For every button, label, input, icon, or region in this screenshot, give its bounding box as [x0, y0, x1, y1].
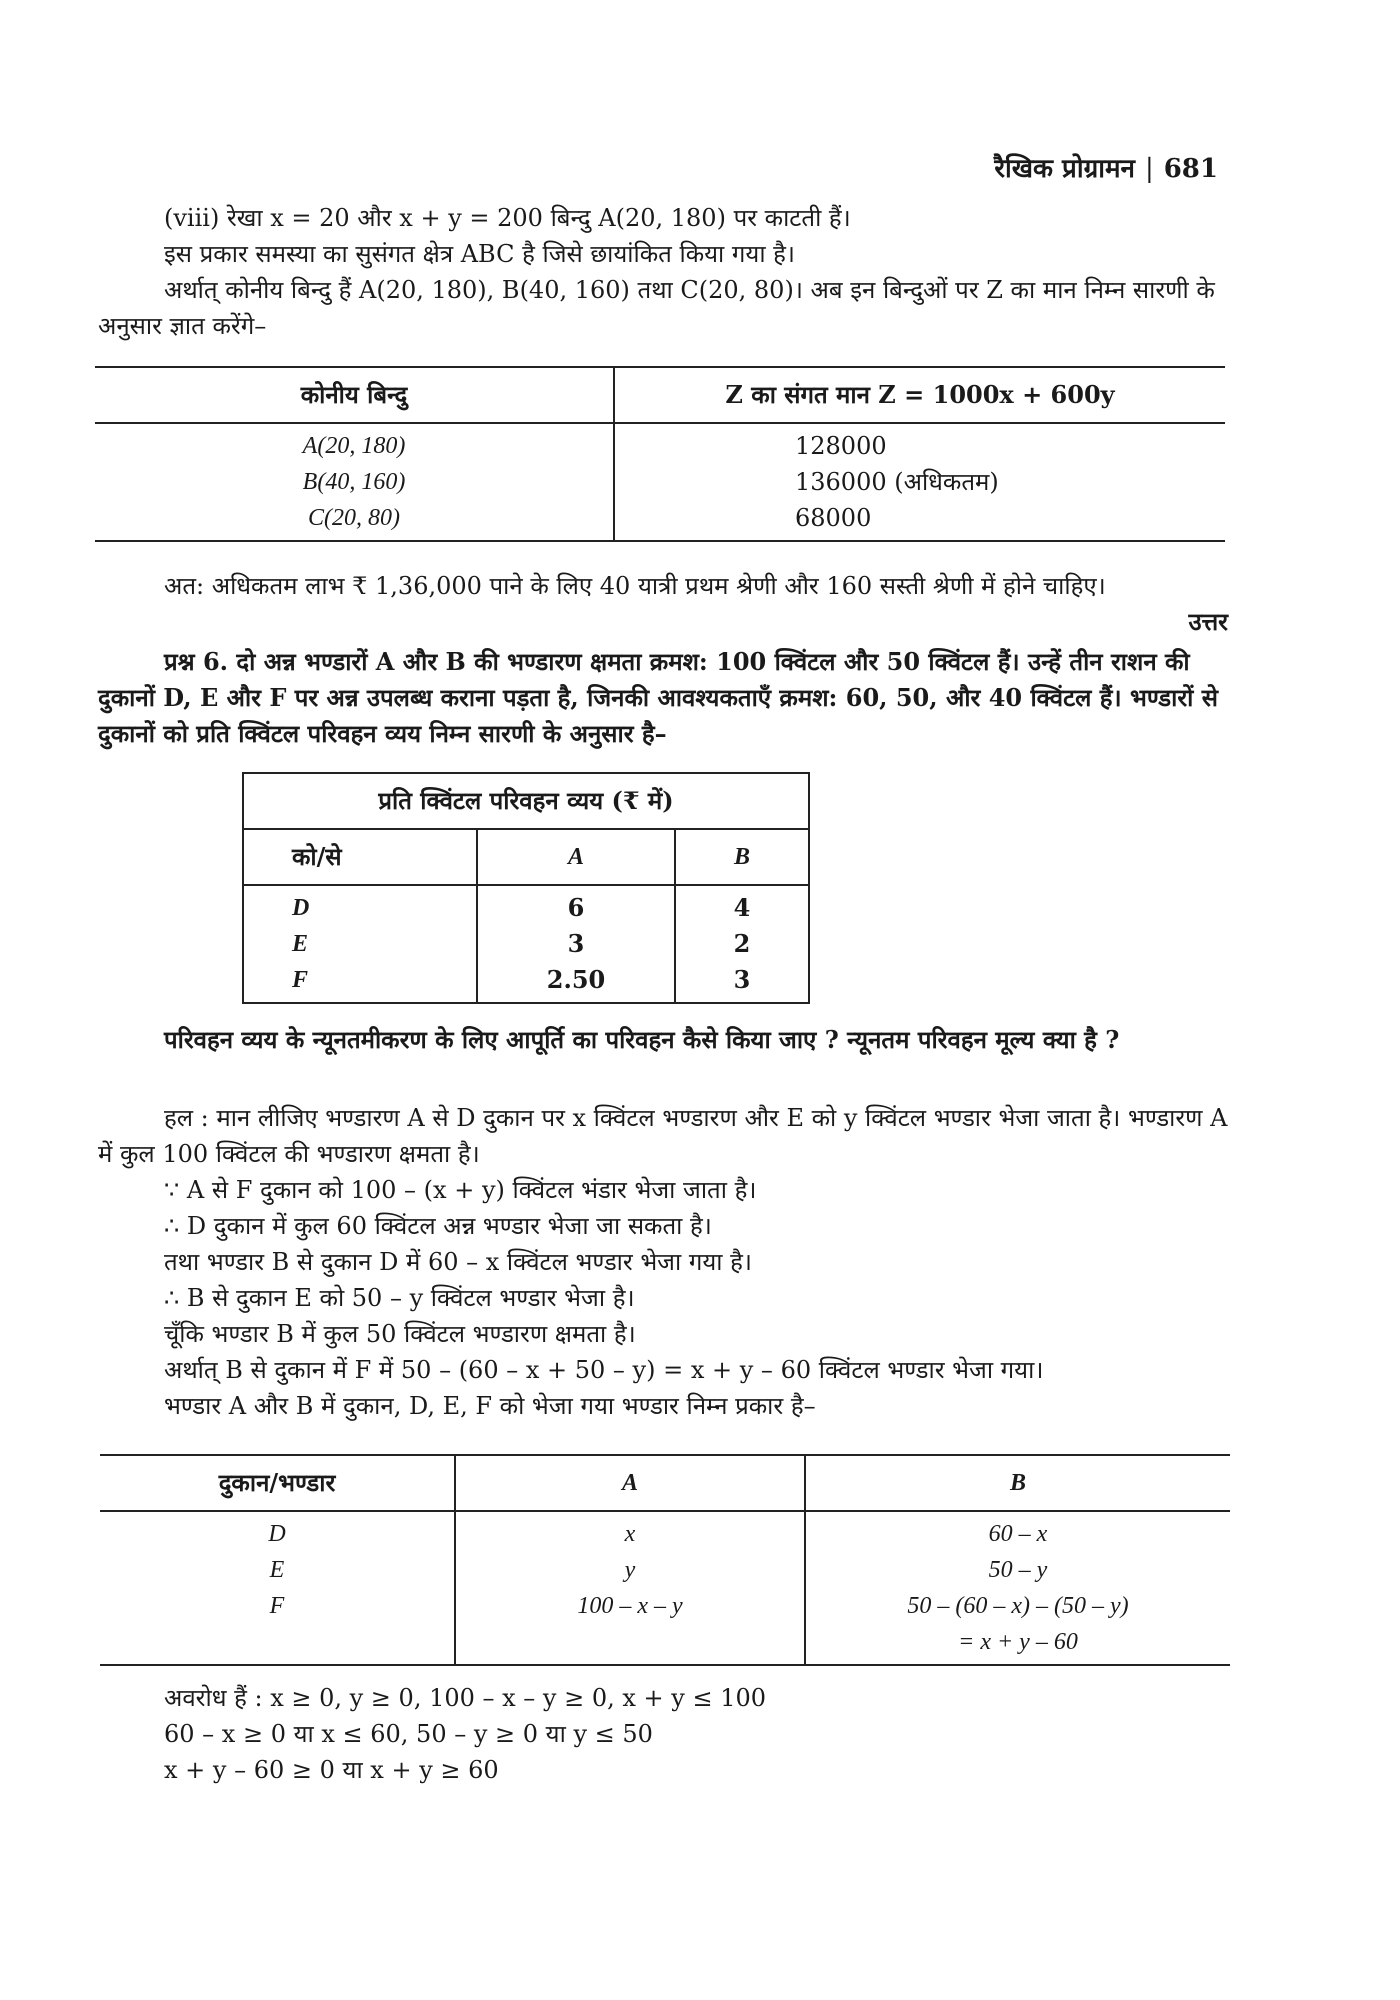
- shop-label: E: [269, 1557, 285, 1583]
- table-row: [95, 423, 1225, 541]
- cost-header-a: A: [477, 829, 675, 885]
- shop-label: F: [269, 1593, 285, 1619]
- question-6-text: प्रश्न 6. दो अन्न भण्डारों A और B की भण्डारण क्षमता क्रमश: 100 क्विंटल और 50 क्विंटल हैं। उन्हें तीन राशन की दुकानों D, E और F पर अन्न उपलब्ध कराना पड़ता है, जिनकी आवश्यकताएँ क्रमश: 60, 50, और 40 क्विंटल हैं। भण्डारों से दुकानों को प्रति क्विंटल परिवहन व्यय निम्न सारणी के अनुसार है–: [98, 647, 1218, 748]
- corner-header-value: Z का संगत मान Z = 1000x + 600y: [725, 380, 1115, 409]
- solution-line: अर्थात् B से दुकान में F में 50 – (60 – x + 50 – y) = x + y – 60 क्विंटल भण्डार भेजा गया।: [164, 1356, 1044, 1384]
- corner-point: A(20, 180): [302, 433, 406, 459]
- corner-value: 128000: [795, 432, 887, 460]
- shipment-table: [100, 1454, 1230, 1666]
- solution-line: चूँकि भण्डार B में कुल 50 क्विंटल भण्डारण क्षमता है।: [164, 1320, 636, 1348]
- cost-a: 6: [567, 893, 585, 922]
- solution-line: ∵ A से F दुकान को 100 – (x + y) क्विंटल भंडार भेजा जाता है।: [164, 1176, 757, 1204]
- cost-header-b: B: [675, 829, 809, 885]
- ship-b-value: 60 – x: [988, 1521, 1048, 1547]
- cost-b: 3: [733, 965, 751, 994]
- solution-line: तथा भण्डार B से दुकान D में 60 – x क्विंटल भण्डार भेजा गया है।: [164, 1248, 752, 1276]
- solution-section: [98, 1100, 1228, 1424]
- corner-value: 136000 (अधिकतम): [795, 468, 999, 496]
- intro-region: इस प्रकार समस्या का सुसंगत क्षेत्र ABC है जिसे छायांकित किया गया है।: [164, 240, 796, 268]
- corner-point-table: [95, 366, 1225, 542]
- page-number: 681: [1163, 154, 1218, 184]
- intro-section: [98, 200, 1228, 344]
- conclusion-text: अत: अधिकतम लाभ ₹ 1,36,000 पाने के लिए 40 यात्री प्रथम श्रेणी और 160 सस्ती श्रेणी में होने चाहिए।: [164, 572, 1106, 600]
- ship-a-value: 100 – x – y: [577, 1593, 683, 1619]
- chapter-title: रैखिक प्रोग्रामन: [994, 154, 1135, 184]
- ship-a-value: y: [624, 1557, 636, 1583]
- constraint-line: 60 – x ≥ 0 या x ≤ 60, 50 – y ≥ 0 या y ≤ 50: [164, 1720, 653, 1748]
- answer-label: उत्तर: [1188, 607, 1228, 636]
- corner-point: B(40, 160): [302, 469, 406, 495]
- ship-b-value: 50 – (60 – x) – (50 – y): [907, 1593, 1129, 1619]
- ship-a-value: x: [624, 1521, 636, 1547]
- transport-cost-table: [242, 772, 810, 1004]
- shop-label: D: [292, 895, 310, 921]
- table-header-row: [100, 1455, 1230, 1511]
- question-6-cont-text: परिवहन व्यय के न्यूनतमीकरण के लिए आपूर्ति का परिवहन कैसे किया जाए ? न्यूनतम परिवहन मूल्य क्या है ?: [164, 1025, 1120, 1054]
- table-header-row: [95, 367, 1225, 423]
- solution-intro: हल : मान लीजिए भण्डारण A से D दुकान पर x क्विंटल भण्डारण और E को y क्विंटल भण्डार भेजा जाता है। भण्डारण A में कुल 100 क्विंटल की भण्डारण क्षमता है।: [98, 1104, 1228, 1168]
- table-row: [100, 1511, 1230, 1665]
- cost-a: 3: [567, 929, 585, 958]
- ship-header-a: A: [455, 1455, 805, 1511]
- cost-a: 2.50: [546, 965, 606, 994]
- ship-header-b: B: [1009, 1470, 1026, 1496]
- corner-point: C(20, 80): [308, 505, 400, 531]
- solution-line: भण्डार A और B में दुकान, D, E, F को भेजा गया भण्डार निम्न प्रकार है–: [164, 1392, 816, 1420]
- conclusion-section: [98, 568, 1228, 640]
- table-row: [243, 885, 809, 1003]
- question-6-continued: [98, 1022, 1228, 1058]
- ship-b-value: = x + y – 60: [958, 1629, 1078, 1655]
- solution-line: ∴ D दुकान में कुल 60 क्विंटल अन्न भण्डार भेजा जा सकता है।: [164, 1212, 712, 1240]
- intro-corners: अर्थात् कोनीय बिन्दु हैं A(20, 180), B(40, 160) तथा C(20, 80)। अब इन बिन्दुओं पर Z का मान निम्न सारणी के अनुसार ज्ञात करेंगे–: [98, 276, 1215, 340]
- ship-header-shop: दुकान/भण्डार: [100, 1455, 455, 1511]
- constraint-line: अवरोध हैं : x ≥ 0, y ≥ 0, 100 – x – y ≥ 0, x + y ≤ 100: [164, 1684, 767, 1712]
- shop-label: F: [292, 967, 309, 993]
- cost-table-caption: प्रति क्विंटल परिवहन व्यय (₹ में): [243, 773, 809, 829]
- shop-label: D: [268, 1521, 286, 1547]
- corner-header-point: कोनीय बिन्दु: [95, 367, 614, 423]
- cost-b: 4: [733, 893, 751, 922]
- cost-b: 2: [733, 929, 751, 958]
- solution-line: ∴ B से दुकान E को 50 – y क्विंटल भण्डार भेजा है।: [164, 1284, 635, 1312]
- question-6: [98, 644, 1228, 752]
- corner-value: 68000: [795, 504, 872, 532]
- shop-label: E: [292, 931, 309, 957]
- constraint-line: x + y – 60 ≥ 0 या x + y ≥ 60: [164, 1756, 499, 1784]
- ship-b-value: 50 – y: [988, 1557, 1048, 1583]
- page-header: रैखिक प्रोग्रामन | 681: [994, 154, 1218, 184]
- cost-header-to-from: को/से: [243, 829, 477, 885]
- constraints-section: [98, 1680, 1228, 1788]
- intro-line-viii: (viii) रेखा x = 20 और x + y = 200 बिन्दु A(20, 180) पर काटती हैं।: [164, 204, 851, 232]
- table-header-row: [243, 829, 809, 885]
